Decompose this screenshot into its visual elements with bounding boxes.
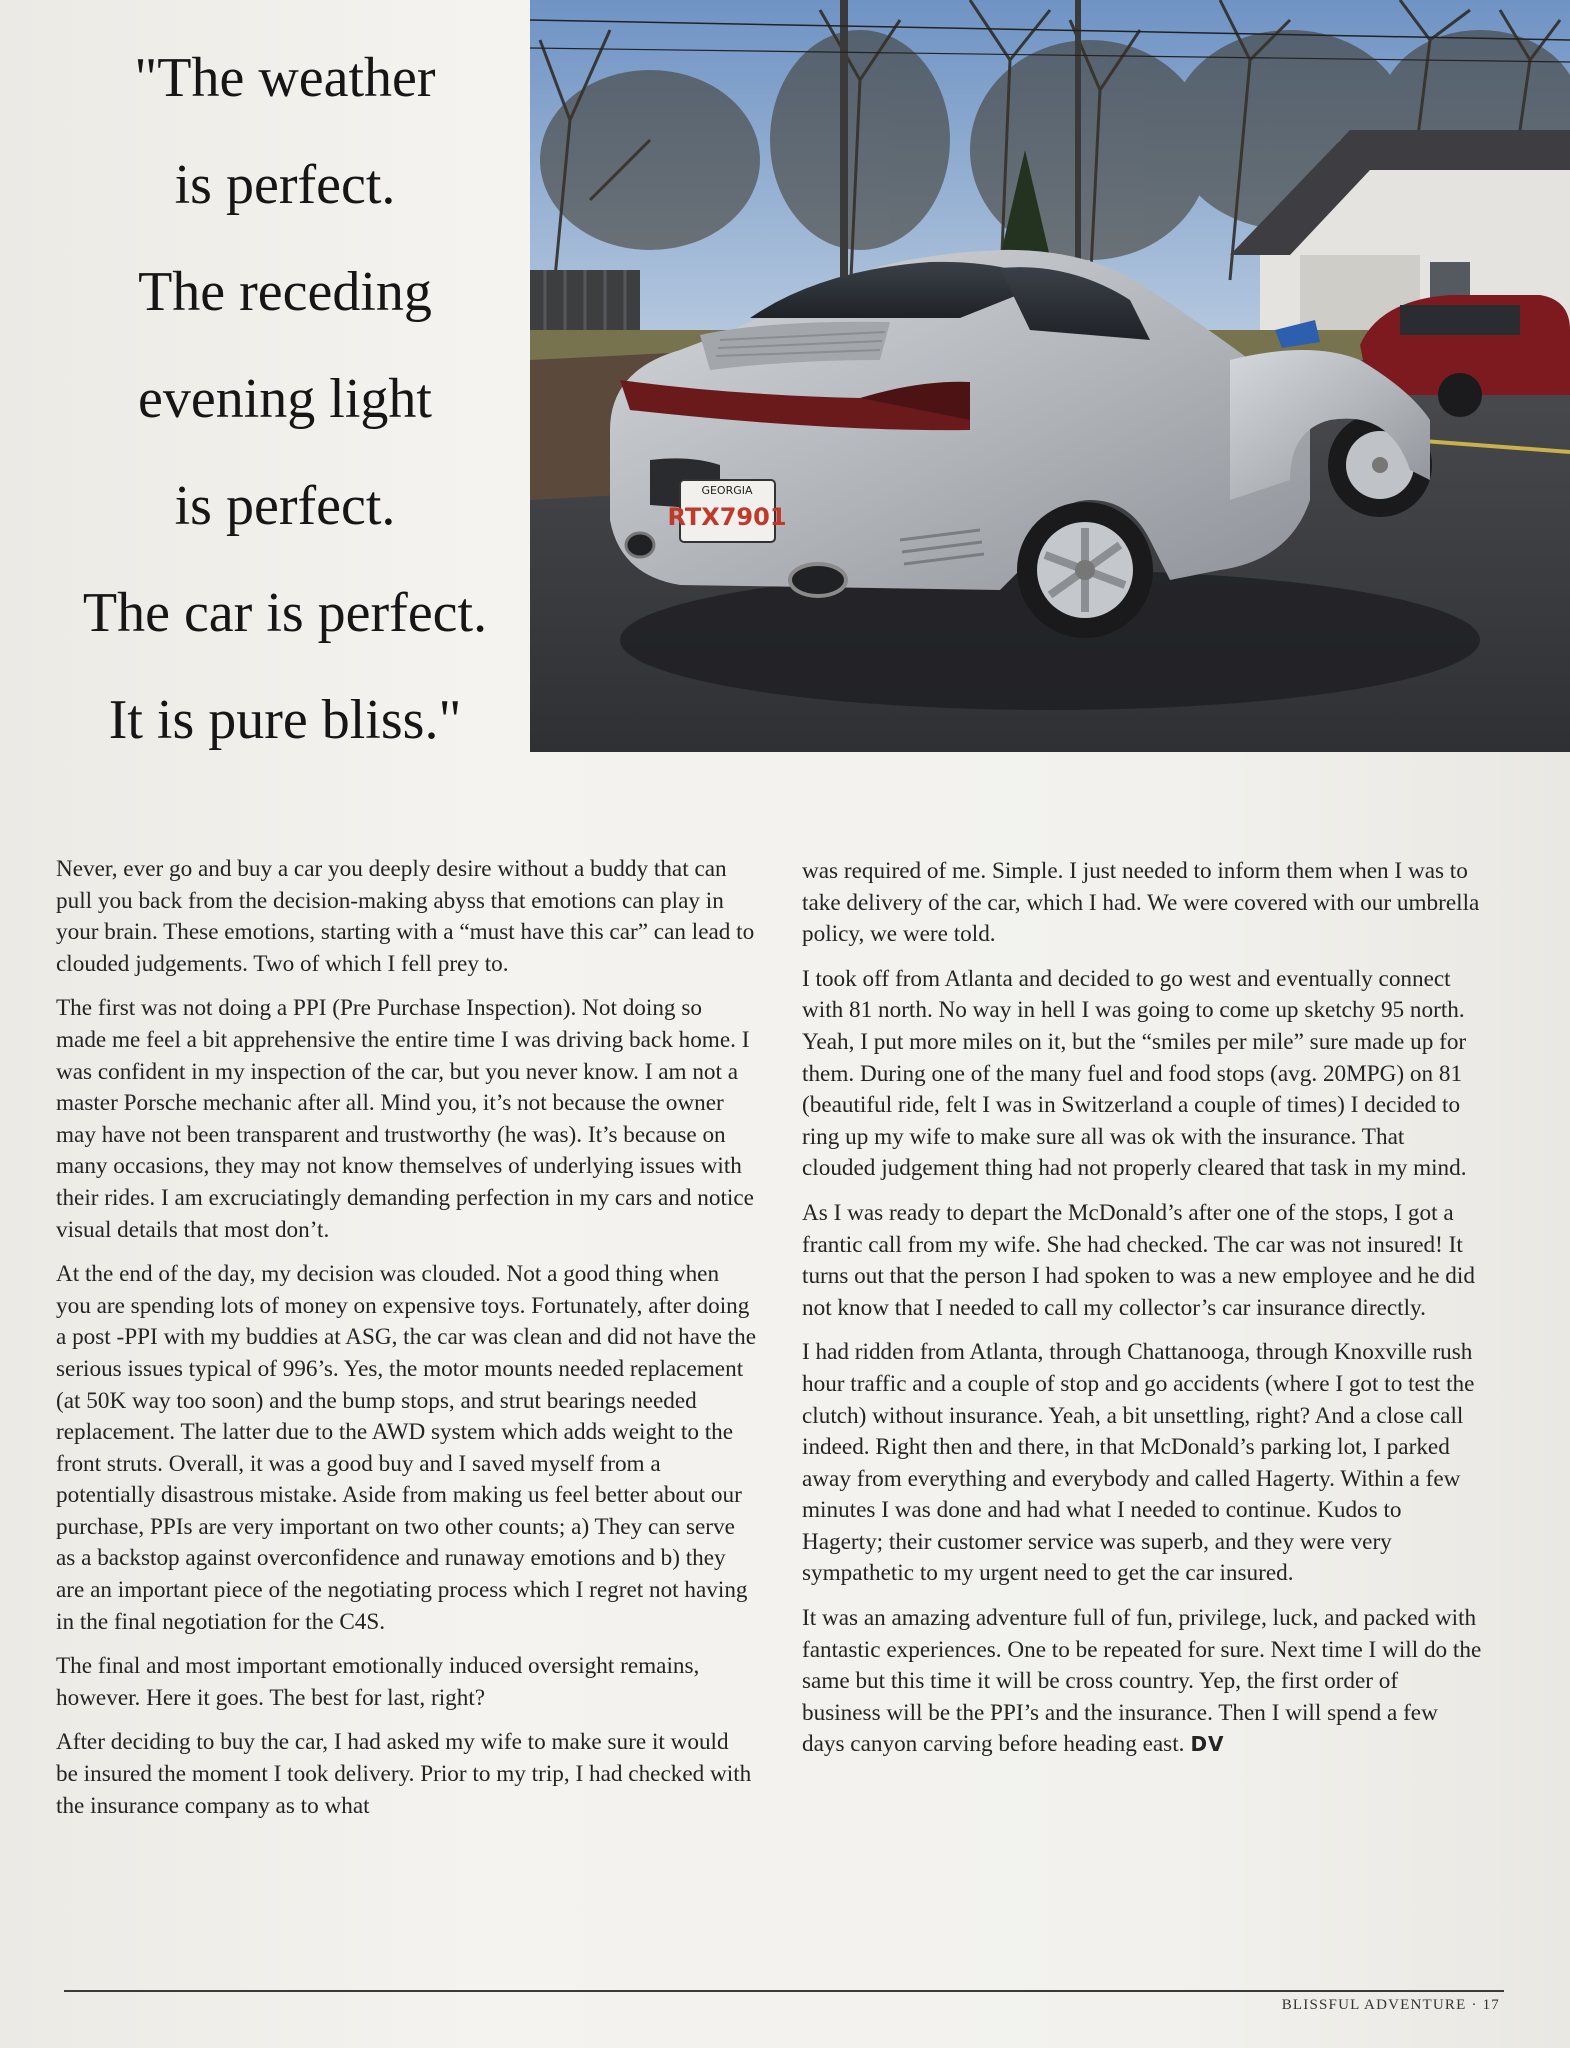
article-paragraph: At the end of the day, my decision was clouded. Not a good thing when you are spending lots of money on expensive toys. Fortunately, after doing a post -PPI with my buddies at ASG, the car was clean and did not have the serious issues typical of 996’s. Yes, the motor mounts needed replacement (at 50K way too soon) and the bump stops, and strut bearings needed replacement. The latter due to the AWD system which adds weight to the front struts. Overall, it was a good buy and I saved myself from a potentially disastrous mistake. Aside from making us feel better about our purchase, PPIs are very important on two other counts; a) They can serve as a backstop against overconfidence and runaway emotions and b) they are an important piece of the negotiating process which I regret not having in the final negotiation for the C4S. xyxy=(56,1261,756,1635)
article-paragraph: The final and most important emotionally induced oversight remains, however. Here it goes. The best for last, right? xyxy=(56,1653,700,1711)
plate-number: RTX7901 xyxy=(667,503,787,531)
article-paragraph: I took off from Atlanta and decided to go west and eventually connect with 81 north. No way in hell I was going to come up sketchy 95 north. Yeah, I put more miles on it, but the “smiles per mile” sure made up for them. During one of the many fuel and food stops (avg. 20MPG) on 81 (beautiful ride, felt I was in Switzerland a couple of times) I decided to ring up my wife to make sure all was ok with the insurance. That clouded judgement thing had not properly cleared that task in my mind. xyxy=(802,965,1467,1182)
pull-quote-line: It is pure bliss." xyxy=(108,689,462,751)
article-column-left xyxy=(56,854,756,1822)
footer-section-page: BLISSFUL ADVENTURE · 17 xyxy=(1281,1997,1500,2013)
article-paragraph: Never, ever go and buy a car you deeply desire without a buddy that can pull you back from the decision-making abyss that emotions can play in your brain. These emotions, starting with a “must have this car” can lead to clouded judgements. Two of which I fell prey to. xyxy=(56,856,755,977)
pull-quote-line: The receding xyxy=(138,261,432,323)
car-photo xyxy=(530,0,1570,752)
car-photo-illustration xyxy=(530,0,1570,752)
article-paragraph: As I was ready to depart the McDonald’s after one of the stops, I got a frantic call from my wife. She had checked. The car was not insured! It turns out that the person I had spoken to was a new employee and he did not know that I needed to call my collector’s car insurance directly. xyxy=(802,1199,1475,1321)
pull-quote-line: is perfect. xyxy=(174,154,396,216)
article-column-right xyxy=(802,856,1482,1761)
final-paragraph-text: It was an amazing adventure full of fun, privilege, luck, and packed with fantastic experiences. One to be repeated for sure. Next time I will do the same but this time it will be cross country. Yep, the first order of business will be the PPI’s and the insurance. Then I will spend a few days canyon carving before heading east. xyxy=(802,1605,1482,1758)
article-paragraph: was required of me. Simple. I just needed to inform them when I was to take delivery of the car, which I had. We were covered with our umbrella policy, we were told. xyxy=(802,858,1480,948)
pull-quote-line: evening light xyxy=(138,368,432,430)
article-paragraph: After deciding to buy the car, I had asked my wife to make sure it would be insured the moment I took delivery. Prior to my trip, I had checked with the insurance company as to what xyxy=(56,1729,752,1819)
article-paragraph: I had ridden from Atlanta, through Chattanooga, through Knoxville rush hour traffic and a couple of stop and go accidents (where I got to test the clutch) without insurance. Yeah, a bit unsettling, right? And a close call indeed. Right then and there, in that McDonald’s parking lot, I parked away from everything and everybody and called Hagerty. Within a few minutes I was done and had what I needed to continue. Kudos to Hagerty; their customer service was superb, and they were very sympathetic to my urgent need to get the car insured. xyxy=(802,1339,1475,1587)
pull-quote xyxy=(40,40,530,760)
article-paragraph: The first was not doing a PPI (Pre Purchase Inspection). Not doing so made me feel a bit apprehensive the entire time I was driving back home. I was confident in my inspection of the car, but you never know. I am not a master Porsche mechanic after all. Mind you, it’s not because the owner may have not been transparent and trustworthy (he was). It’s because on many occasions, they may not know themselves of underlying issues with their rides. I am excruciatingly demanding perfection in my cars and notice visual details that most don’t. xyxy=(56,995,754,1243)
pull-quote-line: is perfect. xyxy=(174,475,396,537)
plate-state: GEORGIA xyxy=(701,484,753,497)
article-paragraph-final xyxy=(802,1603,1482,1761)
author-signoff: DV xyxy=(1190,1732,1225,1757)
pull-quote-line: "The weather xyxy=(134,47,436,109)
footer-rule xyxy=(64,1990,1504,1992)
pull-quote-line: The car is perfect. xyxy=(82,582,488,644)
